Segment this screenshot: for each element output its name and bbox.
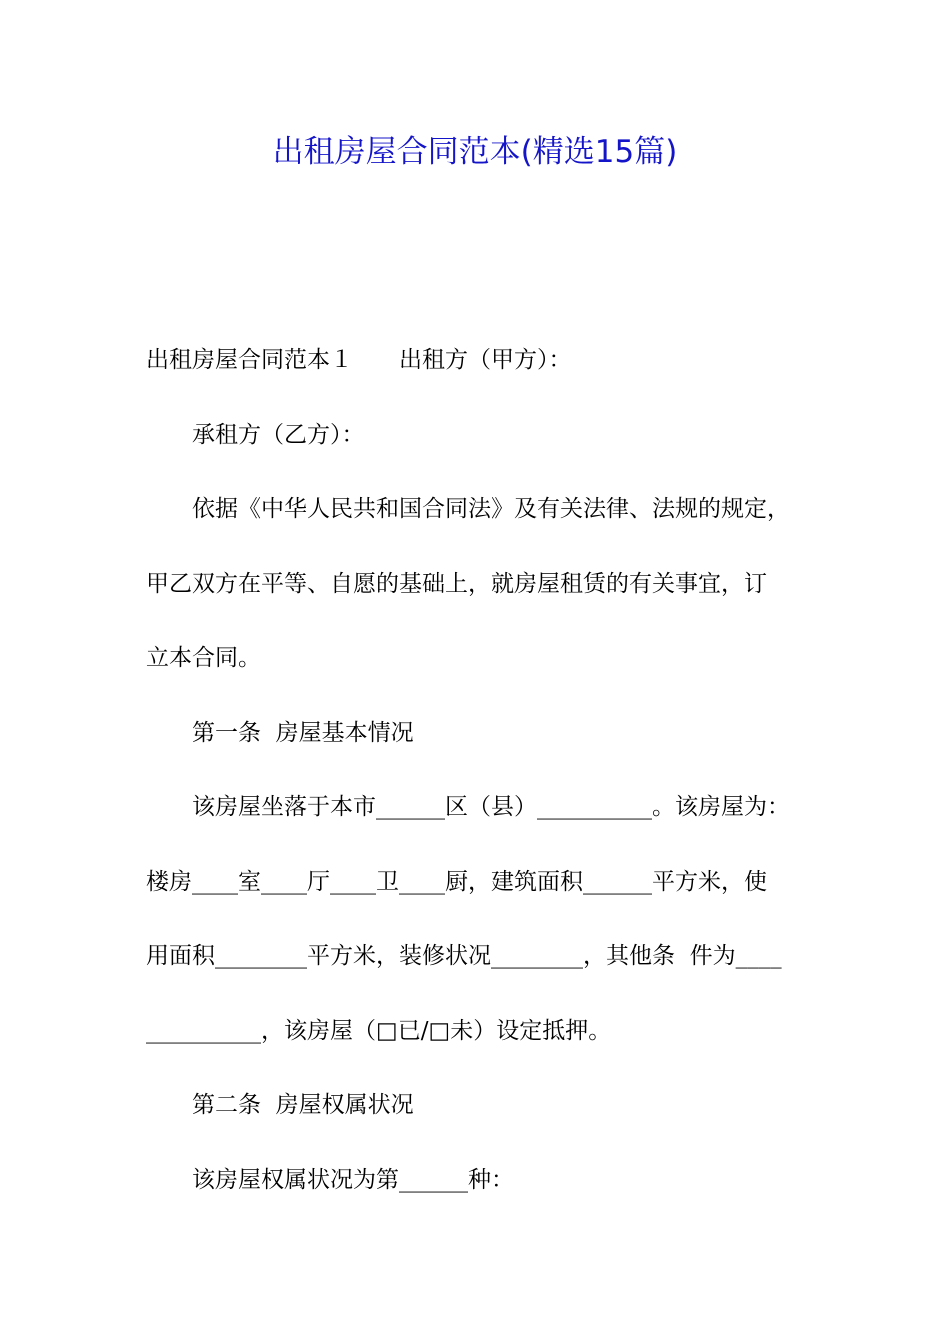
- text-line: 该房屋权属状况为第______种：: [192, 1167, 514, 1193]
- text-line: 出租房屋合同范本１ 出租方（甲方）：: [146, 347, 572, 373]
- section-heading: 第一条 房屋基本情况: [192, 720, 414, 746]
- text-line: __________，该房屋（□已/□未）设定抵押。: [146, 1018, 612, 1044]
- section-heading: 第二条 房屋权属状况: [192, 1092, 414, 1118]
- text-line: 甲乙双方在平等、自愿的基础上，就房屋租赁的有关事宜，订: [146, 571, 767, 597]
- text-line: 立本合同。: [146, 645, 261, 671]
- text-line: 承租方（乙方）：: [192, 422, 365, 448]
- text-line: 楼房____室____厅____卫____厨，建筑面积______平方米，使: [146, 869, 767, 895]
- document-title: 出租房屋合同范本(精选15篇): [272, 134, 678, 170]
- text-line: 用面积________平方米，装修状况________，其他条 件为____: [146, 943, 782, 969]
- text-line: 依据《中华人民共和国合同法》及有关法律、法规的规定，: [192, 496, 790, 522]
- text-line: 该房屋坐落于本市______区（县）__________。该房屋为：: [192, 794, 790, 820]
